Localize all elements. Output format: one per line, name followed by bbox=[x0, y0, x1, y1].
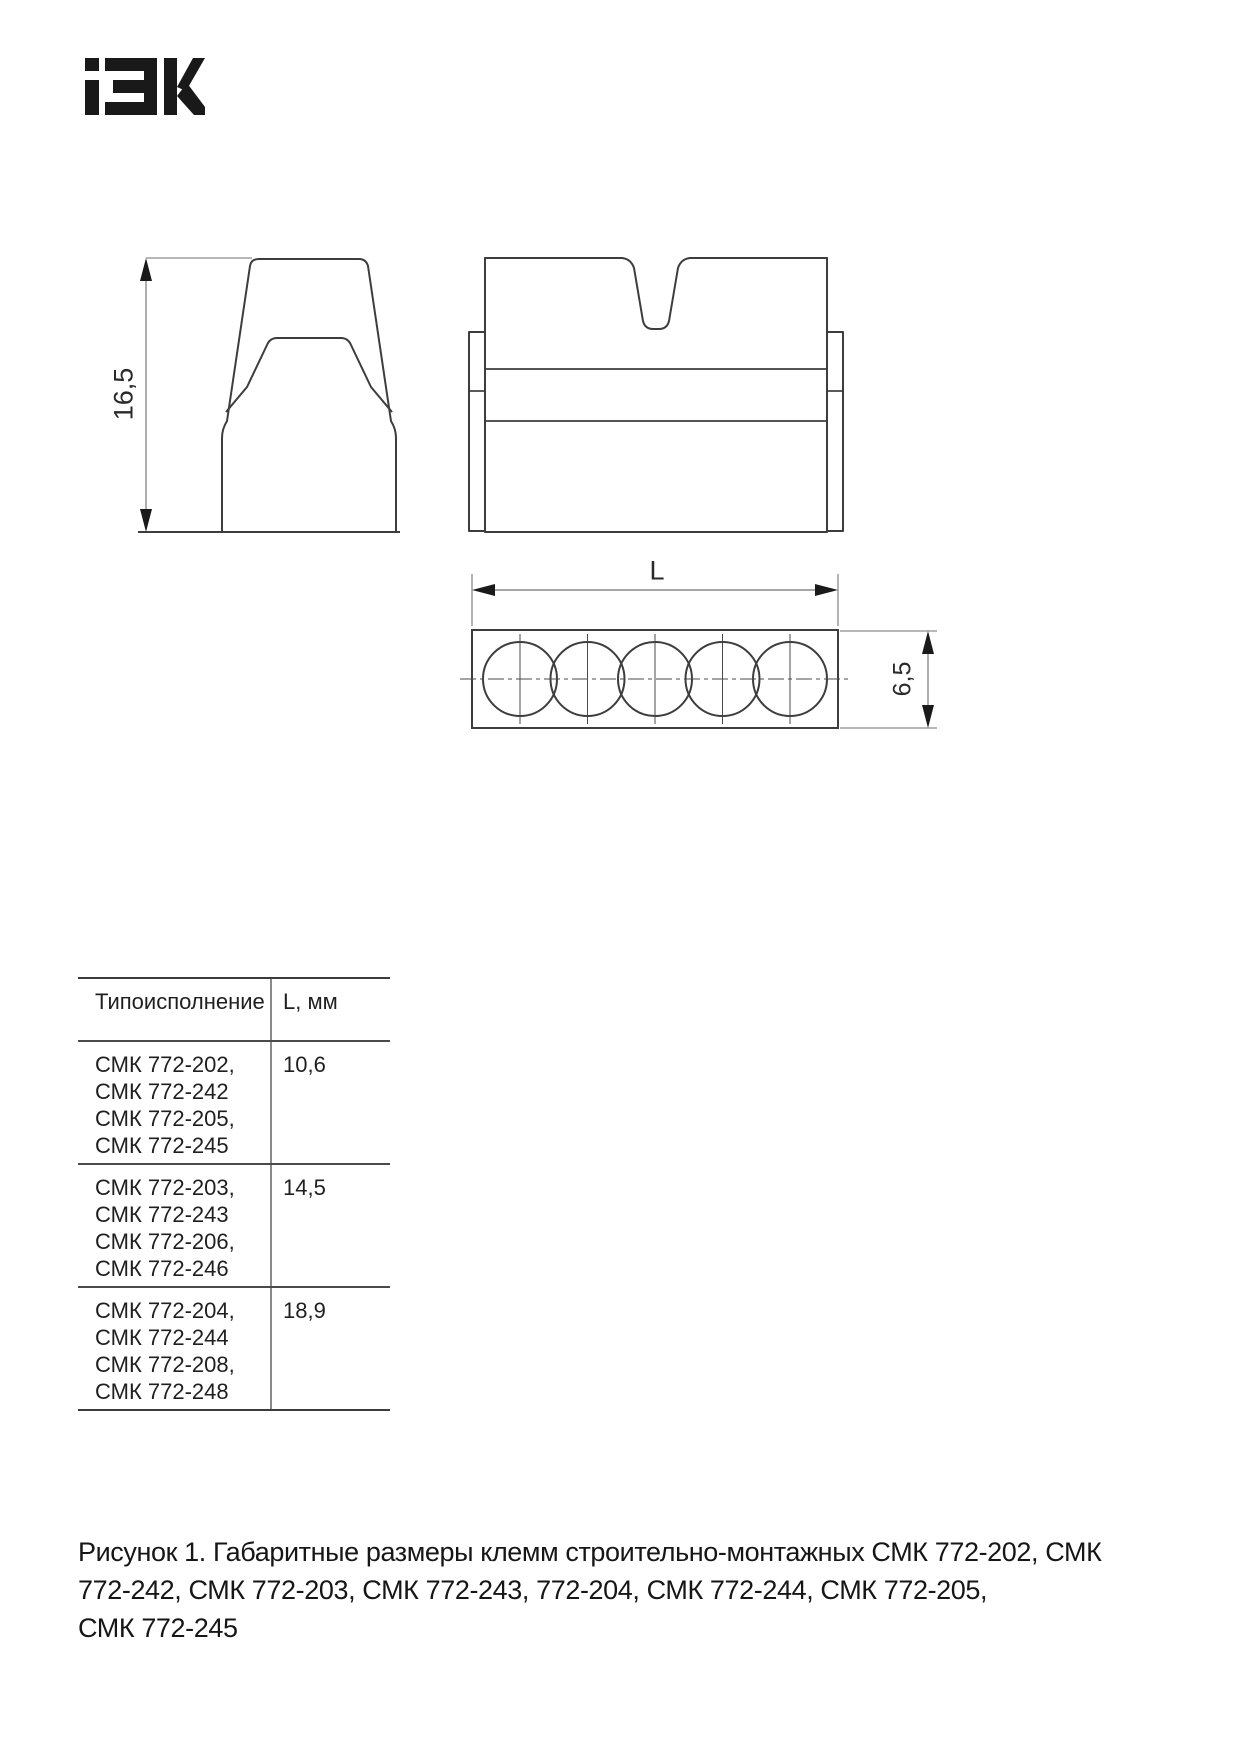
model-list-cell bbox=[78, 1042, 272, 1163]
table-row bbox=[78, 1288, 390, 1409]
iek-logo bbox=[82, 58, 205, 115]
top-view-drawing bbox=[460, 574, 937, 728]
model-name: СМК 772-205, bbox=[95, 1106, 235, 1131]
hole-centerlines bbox=[460, 634, 850, 724]
caption-line: Рисунок 1. Габаритные размеры клемм строительно-монтажных СМК 772-202, СМК bbox=[78, 1537, 1102, 1567]
logo-k-upper-arm bbox=[177, 58, 205, 91]
logo-e-bottom-bar bbox=[105, 102, 157, 115]
table-header-row bbox=[78, 979, 390, 1042]
front-view-drawing bbox=[469, 258, 843, 532]
logo-e-mid-bar bbox=[113, 80, 157, 93]
model-name: СМК 772-248 bbox=[95, 1379, 229, 1404]
length-value-cell: 10,6 bbox=[283, 1052, 326, 1077]
length-dimension-label: L bbox=[649, 555, 665, 586]
model-list-cell bbox=[78, 1288, 272, 1409]
length-value-cell: 14,5 bbox=[283, 1175, 326, 1200]
logo-i-dot bbox=[85, 58, 99, 71]
right-tab-outline bbox=[827, 332, 843, 531]
table-row bbox=[78, 1042, 390, 1165]
model-name: СМК 772-244 bbox=[95, 1325, 229, 1350]
height-dimension-label: 16,5 bbox=[108, 367, 139, 421]
technical-drawings bbox=[0, 200, 1243, 800]
figure-caption bbox=[78, 1533, 1218, 1647]
model-name: СМК 772-246 bbox=[95, 1256, 229, 1281]
model-name: СМК 772-245 bbox=[95, 1133, 229, 1158]
column-header-type: Типоисполнение bbox=[78, 979, 272, 1040]
model-name: СМК 772-206, bbox=[95, 1229, 235, 1254]
model-name: СМК 772-202, bbox=[95, 1052, 235, 1077]
side-view-inner-profile bbox=[226, 338, 392, 412]
arrow-up-icon bbox=[922, 631, 934, 654]
arrow-down-icon bbox=[140, 509, 152, 532]
spec-table bbox=[78, 977, 390, 1411]
model-name: СМК 772-208, bbox=[95, 1352, 235, 1377]
arrow-up-icon bbox=[140, 258, 152, 281]
arrow-left-icon bbox=[472, 584, 495, 596]
arrow-right-icon bbox=[815, 584, 838, 596]
side-view-outline bbox=[222, 259, 396, 531]
model-list-cell bbox=[78, 1165, 272, 1286]
model-name: СМК 772-204, bbox=[95, 1298, 235, 1323]
logo-k-stem bbox=[164, 58, 177, 115]
logo-i-stem bbox=[85, 80, 99, 115]
left-tab-outline bbox=[469, 332, 485, 531]
depth-dimension-label: 6,5 bbox=[888, 661, 917, 697]
table-row bbox=[78, 1165, 390, 1288]
arrow-down-icon bbox=[922, 705, 934, 728]
model-name: СМК 772-203, bbox=[95, 1175, 235, 1200]
model-name: СМК 772-243 bbox=[95, 1202, 229, 1227]
caption-line: СМК 772-245 bbox=[78, 1613, 238, 1643]
column-header-length: L, мм bbox=[283, 989, 338, 1014]
length-value-cell: 18,9 bbox=[283, 1298, 326, 1323]
caption-line: 772-242, СМК 772-203, СМК 772-243, 772-204, СМК 772-244, СМК 772-205, bbox=[78, 1575, 988, 1605]
height-dimension bbox=[140, 258, 252, 532]
front-view-outline bbox=[485, 258, 827, 532]
iek-logo-glyphs bbox=[85, 58, 205, 115]
model-name: СМК 772-242 bbox=[95, 1079, 229, 1104]
side-view-drawing bbox=[138, 258, 400, 532]
